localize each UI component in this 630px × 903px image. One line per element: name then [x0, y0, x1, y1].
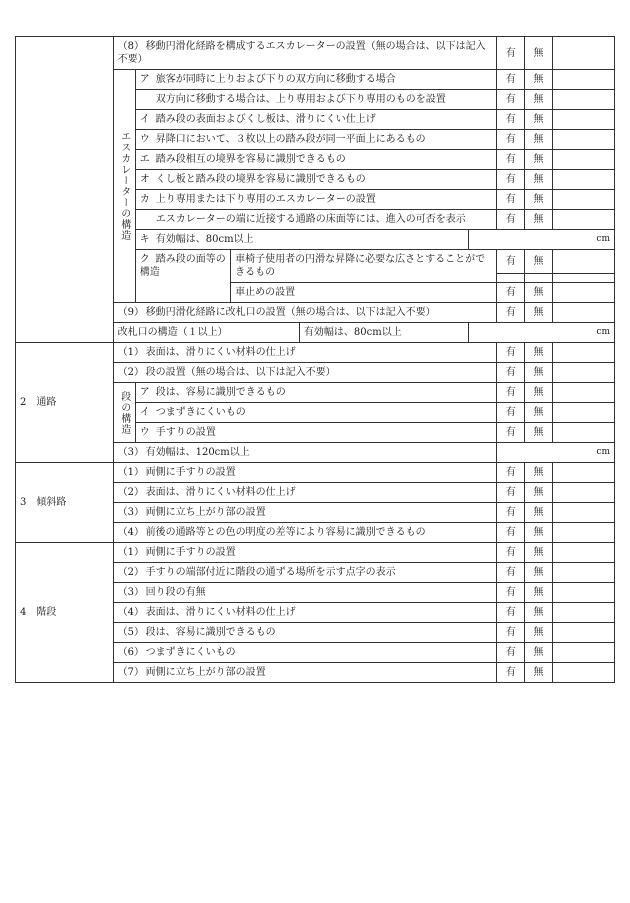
category-passage: 2 通路 [16, 343, 114, 463]
remarks-cell [552, 663, 614, 683]
width-input[interactable]: cm [468, 230, 615, 250]
yes-option[interactable]: 有 [497, 623, 525, 643]
yes-option[interactable]: 有 [497, 250, 525, 274]
gate-structure-label: 改札口の構造（１以上） [113, 323, 299, 343]
no-option[interactable]: 無 [525, 543, 553, 563]
yes-option[interactable]: 有 [497, 603, 525, 623]
no-option[interactable]: 無 [525, 383, 553, 403]
category-slope: 3 傾斜路 [16, 463, 114, 543]
remarks-cell [552, 483, 614, 503]
remarks-cell [552, 303, 614, 323]
no-option[interactable]: 無 [525, 563, 553, 583]
table-row: （2） 表面は、滑りにくい材料の仕上げ 有 無 [16, 483, 615, 503]
remarks-cell [552, 150, 614, 170]
yes-option[interactable]: 有 [497, 483, 525, 503]
yes-option[interactable]: 有 [497, 170, 525, 190]
remarks-cell [552, 343, 614, 363]
yes-option[interactable]: 有 [497, 130, 525, 150]
no-option[interactable]: 無 [525, 130, 553, 150]
remarks-cell [552, 130, 614, 150]
remarks-cell [552, 623, 614, 643]
no-option[interactable]: 無 [525, 190, 553, 210]
table-row: イ つまずきにくいもの 有 無 [16, 403, 615, 423]
table-row: エスカレーターの端に近接する通路の床面等には、進入の可否を表示 有 無 [16, 210, 615, 230]
remarks-cell [552, 583, 614, 603]
yes-option[interactable]: 有 [497, 190, 525, 210]
remarks-cell [552, 403, 614, 423]
yes-option[interactable]: 有 [497, 523, 525, 543]
width-input[interactable]: cm [497, 443, 615, 463]
table-row: （4） 表面は、滑りにくい材料の仕上げ 有 無 [16, 603, 615, 623]
step-structure-label: 段の構造 [113, 383, 135, 443]
table-row: ウ 昇降口において、３枚以上の踏み段が同一平面上にあるもの 有 無 [16, 130, 615, 150]
remarks-cell [552, 70, 614, 90]
escalator-structure-label: エスカレーターの構造 [113, 70, 135, 303]
remarks-cell [552, 210, 614, 230]
table-row: エ 踏み段相互の境界を容易に識別できるもの 有 無 [16, 150, 615, 170]
no-option[interactable]: 無 [525, 363, 553, 383]
yes-option[interactable]: 有 [497, 90, 525, 110]
no-option[interactable]: 無 [525, 463, 553, 483]
table-row: （5） 段は、容易に識別できるもの 有 無 [16, 623, 615, 643]
checklist-table [15, 36, 615, 683]
item-8: （8） 移動円滑化経路を構成するエスカレーターの設置（無の場合は、以下は記入不要） [113, 37, 497, 70]
table-row: 車止めの設置 有 無 [16, 283, 615, 303]
table-row: 3 傾斜路 （1） 両側に手すりの設置 有 無 [16, 463, 615, 483]
table-row: イ 踏み段の表面およびくし板は、滑りにくい仕上げ 有 無 [16, 110, 615, 130]
yes-option[interactable]: 有 [497, 403, 525, 423]
no-option[interactable]: 無 [525, 150, 553, 170]
table-row: 改札口の構造（１以上） 有効幅は、80cm以上 cm [16, 323, 615, 343]
no-option[interactable]: 無 [525, 303, 553, 323]
category-stairs: 4 階段 [16, 543, 114, 683]
no-option[interactable]: 無 [525, 90, 553, 110]
yes-option[interactable]: 有 [497, 383, 525, 403]
no-option[interactable]: 無 [525, 210, 553, 230]
yes-option[interactable]: 有 [497, 343, 525, 363]
yes-option[interactable]: 有 [497, 150, 525, 170]
no-option[interactable]: 無 [525, 603, 553, 623]
table-row: （2） 手すりの端部付近に階段の通ずる場所を示す点字の表示 有 無 [16, 563, 615, 583]
yes-option[interactable]: 有 [497, 303, 525, 323]
table-row: オ くし板と踏み段の境界を容易に識別できるもの 有 無 [16, 170, 615, 190]
yes-option[interactable]: 有 [497, 663, 525, 683]
no-option[interactable]: 無 [525, 70, 553, 90]
remarks-cell [552, 90, 614, 110]
yes-option[interactable]: 有 [497, 543, 525, 563]
table-row: （3） 有効幅は、120cm以上 cm [16, 443, 615, 463]
yes-option[interactable]: 有 [497, 210, 525, 230]
table-row: ウ 手すりの設置 有 無 [16, 423, 615, 443]
no-option[interactable]: 無 [525, 37, 553, 70]
no-option[interactable]: 無 [525, 503, 553, 523]
no-option[interactable]: 無 [525, 583, 553, 603]
yes-option[interactable]: 有 [497, 423, 525, 443]
yes-option[interactable]: 有 [497, 463, 525, 483]
remarks-cell [552, 170, 614, 190]
table-row: （2） 段の設置（無の場合は、以下は記入不要） 有 無 [16, 363, 615, 383]
no-option[interactable]: 無 [525, 250, 553, 274]
table-row: 2 通路 （1） 表面は、滑りにくい材料の仕上げ 有 無 [16, 343, 615, 363]
remarks-cell [552, 190, 614, 210]
remarks-cell [552, 274, 614, 283]
table-row: ク 踏み段の面等の構造 車椅子使用者の円滑な昇降に必要な広さとすることができるもの 有 無 [16, 250, 615, 274]
yes-option[interactable]: 有 [497, 643, 525, 663]
step-structure-label: ク 踏み段の面等の構造 [135, 250, 230, 303]
table-row: （6） つまずきにくいもの 有 無 [16, 643, 615, 663]
category-cell [16, 37, 114, 343]
no-option[interactable]: 無 [525, 170, 553, 190]
table-row: （3） 回り段の有無 有 無 [16, 583, 615, 603]
yes-option[interactable]: 有 [497, 37, 525, 70]
remarks-cell [552, 37, 614, 70]
table-row: 段の構造 ア 段は、容易に識別できるもの 有 無 [16, 383, 615, 403]
remarks-cell [552, 383, 614, 403]
yes-option[interactable]: 有 [497, 563, 525, 583]
no-option[interactable]: 無 [525, 283, 553, 303]
remarks-cell [552, 643, 614, 663]
table-row: エスカレーターの構造 ア 旅客が同時に上りおよび下りの双方向に移動する場合 有 無 [16, 70, 615, 90]
table-row: （4） 前後の通路等との色の明度の差等により容易に識別できるもの 有 無 [16, 523, 615, 543]
no-option[interactable]: 無 [525, 623, 553, 643]
table-row [16, 37, 615, 70]
remarks-cell [552, 563, 614, 583]
remarks-cell [552, 283, 614, 303]
remarks-cell [552, 463, 614, 483]
remarks-cell [552, 523, 614, 543]
no-option[interactable]: 無 [525, 483, 553, 503]
yes-option[interactable]: 有 [497, 363, 525, 383]
remarks-cell [552, 363, 614, 383]
table-row: 双方向に移動する場合は、上り専用および下り専用のものを設置 有 無 [16, 90, 615, 110]
no-option[interactable]: 無 [525, 423, 553, 443]
remarks-cell [552, 423, 614, 443]
remarks-cell [552, 503, 614, 523]
table-row: 4 階段 （1） 両側に手すりの設置 有 無 [16, 543, 615, 563]
no-option[interactable]: 無 [525, 403, 553, 423]
remarks-cell [552, 603, 614, 623]
no-option[interactable]: 無 [525, 523, 553, 543]
yes-option[interactable]: 有 [497, 503, 525, 523]
no-option[interactable]: 無 [525, 110, 553, 130]
yes-option[interactable]: 有 [497, 70, 525, 90]
yes-option[interactable]: 有 [497, 110, 525, 130]
table-row: カ 上り専用または下り専用のエスカレーターの設置 有 無 [16, 190, 615, 210]
remarks-cell [552, 110, 614, 130]
no-option[interactable]: 無 [525, 643, 553, 663]
table-row: （3） 両側に立ち上がり部の設置 有 無 [16, 503, 615, 523]
remarks-cell [552, 250, 614, 274]
no-option[interactable]: 無 [525, 343, 553, 363]
remarks-cell [552, 543, 614, 563]
item-9: （9） 移動円滑化経路に改札口の設置（無の場合は、以下は記入不要） [113, 303, 497, 323]
width-input[interactable]: cm [468, 323, 615, 343]
table-row: キ 有効幅は、80cm以上 cm [16, 230, 615, 250]
yes-option[interactable]: 有 [497, 283, 525, 303]
yes-option[interactable]: 有 [497, 583, 525, 603]
no-option[interactable]: 無 [525, 663, 553, 683]
table-row: （7） 両側に立ち上がり部の設置 有 無 [16, 663, 615, 683]
